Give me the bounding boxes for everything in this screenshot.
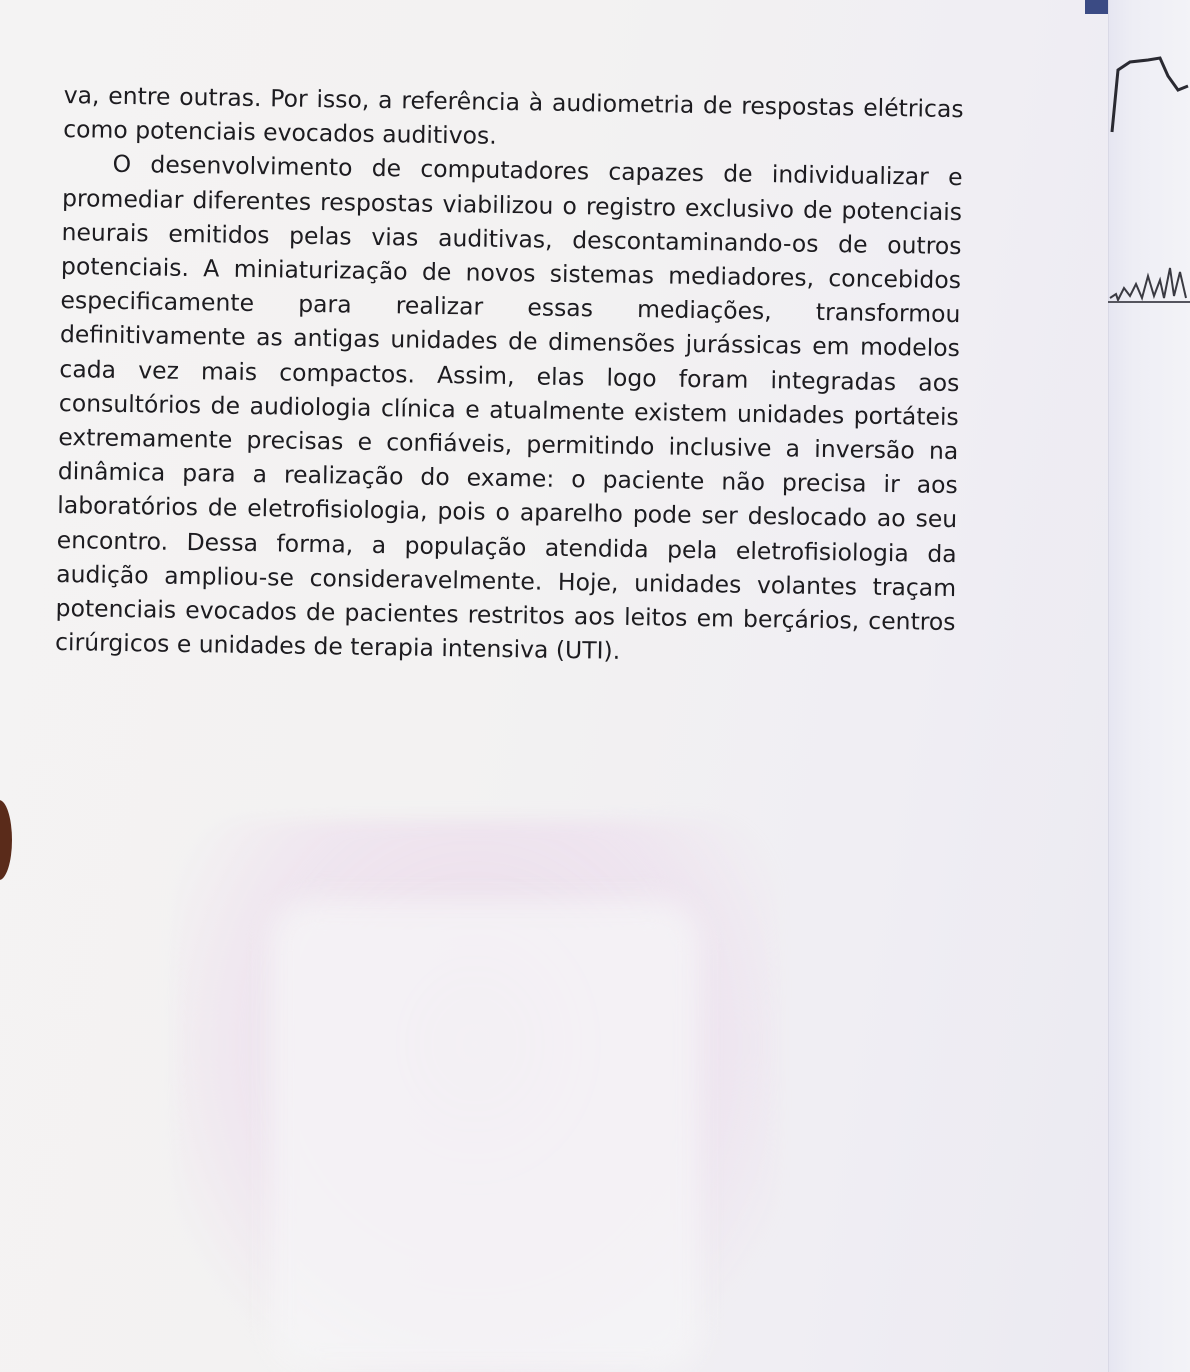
waveform-baseline-trace (1110, 268, 1186, 300)
finger-shadow (0, 800, 12, 880)
waveform-trace (1112, 58, 1188, 132)
waveform-figure-fragment (1108, 40, 1190, 320)
body-text (55, 78, 964, 674)
paragraph-continuation: va, entre outras. Por isso, a referência à audiometria de respostas elétricas como potenciais evocados auditivos. (62, 80, 964, 151)
paragraph-main: O desenvolvimento de computadores capazes de individualizar e promediar diferentes respostas viabilizou o registro exclusivo de potenciais neurais emitidos pelas vias auditivas, descontaminando-os de outros potenciais. A miniaturização de novos sistemas mediadores, concebidos especificamente para realizar essas mediações, transformou definitivamente as antigas unidades de dimensões jurássicas em modelos cada vez mais compactos. Assim, elas logo foram integradas aos consultórios de audiologia clínica e atualmente existem unidades portáteis extremamente precisas e confiáveis, permitindo inclusive a inversão na dinâmica para a realização do exame: o paciente não precisa ir aos laboratórios de eletrofisiologia, pois o aparelho pode ser deslocado ao seu encontro. Dessa forma, a população atendida pela eletrofisiologia da audição ampliou-se consideravelmente. Hoje, unidades volantes traçam potenciais evocados de pacientes restritos aos leitos em berçários, centros cirúrgicos e unidades de terapia intensiva (UTI). (54, 150, 963, 666)
light-glare-inner (270, 900, 700, 1370)
